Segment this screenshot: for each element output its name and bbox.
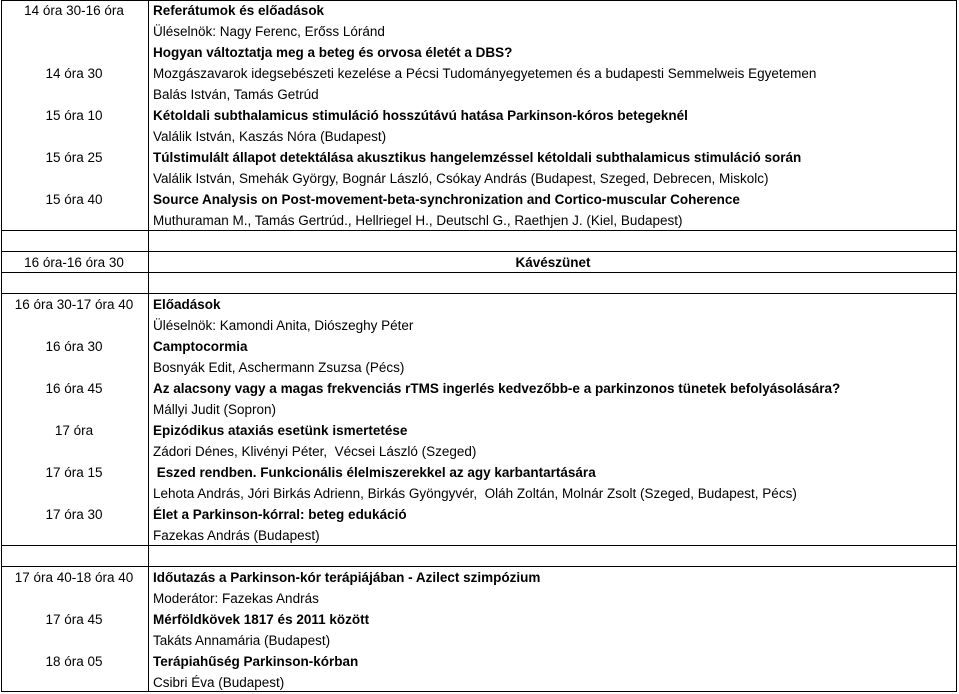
time-cell: 14 óra 30 — [45, 66, 103, 81]
table-row — [0, 210, 959, 231]
talk-title: Hogyan változtatja meg a beteg és orvosa életét a DBS? — [153, 45, 513, 60]
speakers-line: Valálik István, Smehák György, Bognár László, Csókay András (Budapest, Szeged, Debrecen, Miskolc) — [153, 171, 769, 186]
break-label: Kávészünet — [515, 255, 591, 270]
talk-title: Kétoldali subthalamicus stimuláció hosszútávú hatása Parkinson-kóros betegeknél — [153, 108, 688, 123]
time-cell: 16 óra 45 — [45, 381, 103, 396]
speakers-line: Zádori Dénes, Klivényi Péter, Vécsei László (Szeged) — [153, 444, 477, 459]
talk-title: Eszed rendben. Funkcionális élelmiszerekkel az agy karbantartására — [153, 465, 596, 480]
talk-title: Túlstimulált állapot detektálása akusztikus hangelemzéssel kétoldali subthalamicus stimuláció során — [153, 150, 802, 165]
talk-title: Camptocormia — [153, 339, 248, 354]
time-cell: 16 óra 30-17 óra 40 — [14, 297, 134, 312]
chairs-line: Üléselnök: Nagy Ferenc, Erőss Lóránd — [153, 24, 385, 39]
table-row — [0, 462, 959, 483]
table-row — [0, 168, 959, 189]
table-row — [0, 189, 959, 210]
time-cell: 17 óra 15 — [45, 465, 103, 480]
session-title: Előadások — [153, 297, 221, 312]
talk-title: Epizódikus ataxiás esetünk ismertetése — [153, 423, 408, 438]
table-row — [0, 546, 959, 567]
table-row — [0, 441, 959, 462]
table-row — [0, 336, 959, 357]
table-row — [0, 42, 959, 63]
table-row — [0, 357, 959, 378]
table-row — [0, 252, 959, 273]
time-cell: 16 óra-16 óra 30 — [24, 255, 124, 270]
time-cell: 14 óra 30-16 óra — [24, 3, 124, 18]
table-row — [0, 630, 959, 651]
time-cell: 15 óra 40 — [45, 192, 103, 207]
table-row — [0, 126, 959, 147]
talk-title: Az alacsony vagy a magas frekvenciás rTMS ingerlés kedvezőbb-e a parkinzonos tünetek befolyásolására? — [153, 381, 841, 396]
speakers-line: Fazekas András (Budapest) — [153, 528, 320, 543]
table-row — [0, 273, 959, 294]
speakers-line: Muthuraman M., Tamás Gertrúd., Hellriegel H., Deutschl G., Raethjen J. (Kiel, Budapest) — [153, 213, 683, 228]
speakers-line: Bosnyák Edit, Aschermann Zsuzsa (Pécs) — [153, 360, 405, 375]
table-row — [0, 651, 959, 672]
table-row — [0, 63, 959, 84]
table-row — [0, 504, 959, 525]
talk-title: Élet a Parkinson-kórral: beteg edukáció — [153, 507, 407, 522]
session-title: Referátumok és előadások — [153, 3, 325, 18]
table-row — [0, 525, 959, 546]
speakers-line: Valálik István, Kaszás Nóra (Budapest) — [153, 129, 387, 144]
table-row — [0, 21, 959, 42]
table-row — [0, 588, 959, 609]
time-cell: 18 óra 05 — [45, 654, 103, 669]
time-cell: 17 óra 40-18 óra 40 — [14, 570, 134, 585]
talk-title: Terápiahűség Parkinson-kórban — [153, 654, 359, 669]
table-row — [0, 315, 959, 336]
speakers-line: Csibri Éva (Budapest) — [153, 675, 285, 690]
table-row — [0, 672, 959, 693]
chairs-line: Moderátor: Fazekas András — [153, 591, 319, 606]
time-cell: 17 óra 30 — [45, 507, 103, 522]
time-cell: 17 óra 45 — [45, 612, 103, 627]
table-row — [0, 378, 959, 399]
time-cell: 17 óra — [54, 423, 94, 438]
speakers-line: Lehota András, Jóri Birkás Adrienn, Birkás Gyöngyvér, Oláh Zoltán, Molnár Zsolt (Szeged, Budapest, Pécs) — [153, 486, 797, 501]
table-row — [0, 147, 959, 168]
time-cell: 15 óra 25 — [45, 150, 103, 165]
table-row — [0, 294, 959, 315]
speakers-line: Balás István, Tamás Getrúd — [153, 87, 319, 102]
chairs-line: Üléselnök: Kamondi Anita, Diószeghy Péter — [153, 318, 414, 333]
table-row — [0, 609, 959, 630]
speakers-line: Mállyi Judit (Sopron) — [153, 402, 277, 417]
table-row — [0, 84, 959, 105]
table-row — [0, 0, 959, 21]
talk-title: Mozgászavarok idegsebészeti kezelése a Pécsi Tudományegyetemen és a budapesti Semmelweis Egyetemen — [153, 66, 817, 81]
time-cell: 16 óra 30 — [45, 339, 103, 354]
table-row — [0, 483, 959, 504]
table-row — [0, 399, 959, 420]
table-row — [0, 567, 959, 588]
time-cell: 15 óra 10 — [45, 108, 103, 123]
talk-title: Source Analysis on Post-movement-beta-synchronization and Cortico-muscular Coherence — [153, 192, 740, 207]
table-row — [0, 105, 959, 126]
table-row — [0, 231, 959, 252]
talk-title: Mérföldkövek 1817 és 2011 között — [153, 612, 370, 627]
session-title: Időutazás a Parkinson-kór terápiájában - Azilect szimpózium — [153, 570, 541, 585]
table-row — [0, 420, 959, 441]
speakers-line: Takáts Annamária (Budapest) — [153, 633, 331, 648]
